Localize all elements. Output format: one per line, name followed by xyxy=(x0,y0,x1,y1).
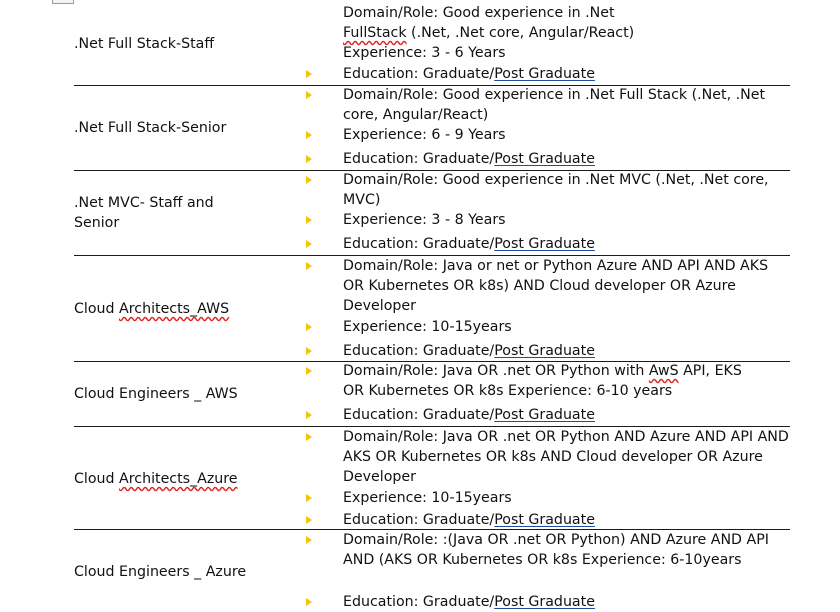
spell-flag-architects-azure[interactable]: Architects_Azure xyxy=(119,471,238,487)
education-text: Education: Graduate/ xyxy=(343,66,495,82)
education-line xyxy=(343,510,595,530)
experience-line: Experience: 3 - 6 Years xyxy=(343,45,506,61)
bullet-arrow-icon xyxy=(306,216,312,224)
experience-line: Experience: 3 - 8 Years xyxy=(343,212,506,228)
checkbox-corner[interactable] xyxy=(52,0,74,4)
education-text: Education: Graduate/ xyxy=(343,407,495,423)
post-graduate-link[interactable]: Post Graduate xyxy=(494,594,595,610)
education-text: Education: Graduate/ xyxy=(343,512,495,528)
role-net-mvc: .Net MVC- Staff and Senior xyxy=(74,195,214,231)
post-graduate-link[interactable]: Post Graduate xyxy=(494,66,595,82)
bullet-arrow-icon xyxy=(306,131,312,139)
bullet-arrow-icon xyxy=(306,367,312,375)
education-line xyxy=(343,592,595,612)
post-graduate-link[interactable]: Post Graduate xyxy=(494,236,595,252)
education-line xyxy=(343,405,595,425)
experience-line: Experience: 10-15years xyxy=(343,490,512,506)
bullet-arrow-icon xyxy=(306,433,312,441)
role-net-fullstack-staff: .Net Full Stack-Staff xyxy=(74,36,215,52)
education-text: Education: Graduate/ xyxy=(343,236,495,252)
domain-line xyxy=(343,361,742,381)
role-cloud-engineers-aws: Cloud Engineers _ AWS xyxy=(74,386,238,402)
domain-line: Domain/Role: Java OR .net OR Python AND Azure AND API AND AKS OR Kubernetes OR k8s AND Cloud developer OR Azure Developer xyxy=(343,429,789,485)
experience-line: Experience: 10-15years xyxy=(343,319,512,335)
role-cloud-engineers-azure: Cloud Engineers _ Azure xyxy=(74,564,247,580)
domain-text: API, EKS xyxy=(678,363,742,379)
post-graduate-link[interactable]: Post Graduate xyxy=(494,512,595,528)
bullet-arrow-icon xyxy=(306,494,312,502)
bullet-arrow-icon xyxy=(306,262,312,270)
bullet-arrow-icon xyxy=(306,411,312,419)
role-cloud-architects-aws xyxy=(74,299,229,319)
role-cloud-architects-azure xyxy=(74,469,238,489)
education-line xyxy=(343,149,595,169)
domain-line: Domain/Role: Good experience in .Net xyxy=(343,5,615,21)
domain-text: (.Net, .Net core, Angular/React) xyxy=(406,25,635,41)
bullet-arrow-icon xyxy=(306,176,312,184)
education-text: Education: Graduate/ xyxy=(343,151,495,167)
bullet-arrow-icon xyxy=(306,598,312,606)
post-graduate-link[interactable]: Post Graduate xyxy=(494,343,595,359)
role-text: Cloud xyxy=(74,471,120,487)
domain-line: Domain/Role: Good experience in .Net Full Stack (.Net, .Net core, Angular/React) xyxy=(343,87,766,123)
education-text: Education: Graduate/ xyxy=(343,594,495,610)
domain-line: Domain/Role: :(Java OR .net OR Python) AND Azure AND API AND (AKS OR Kubernetes OR k8s Experience: 6-10years xyxy=(343,532,769,568)
domain-line-2 xyxy=(343,23,634,43)
domain-line: Domain/Role: Good experience in .Net MVC (.Net, .Net core, MVC) xyxy=(343,172,769,208)
domain-text: Domain/Role: Java OR .net OR Python with xyxy=(343,363,649,379)
education-line xyxy=(343,341,595,361)
spell-flag-aws[interactable]: AwS xyxy=(648,363,679,379)
experience-line: Experience: 6 - 9 Years xyxy=(343,127,506,143)
bullet-arrow-icon xyxy=(306,70,312,78)
bullet-arrow-icon xyxy=(306,91,312,99)
bullet-arrow-icon xyxy=(306,536,312,544)
spell-flag-fullstack[interactable]: FullStack xyxy=(343,25,407,41)
post-graduate-link[interactable]: Post Graduate xyxy=(494,151,595,167)
post-graduate-link[interactable]: Post Graduate xyxy=(494,407,595,423)
bullet-arrow-icon xyxy=(306,347,312,355)
role-text: Cloud xyxy=(74,301,120,317)
domain-line: Domain/Role: Java or net or Python Azure AND API AND AKS OR Kubernetes OR k8s) AND Cloud developer OR Azure Developer xyxy=(343,258,769,314)
domain-line-2: OR Kubernetes OR k8s Experience: 6-10 years xyxy=(343,383,673,399)
education-line xyxy=(343,234,595,254)
bullet-arrow-icon xyxy=(306,155,312,163)
bullet-arrow-icon xyxy=(306,516,312,524)
bullet-arrow-icon xyxy=(306,323,312,331)
education-text: Education: Graduate/ xyxy=(343,343,495,359)
role-net-fullstack-senior: .Net Full Stack-Senior xyxy=(74,120,227,136)
education-line xyxy=(343,64,595,84)
bullet-arrow-icon xyxy=(306,240,312,248)
spell-flag-architects-aws[interactable]: Architects_AWS xyxy=(119,301,230,317)
